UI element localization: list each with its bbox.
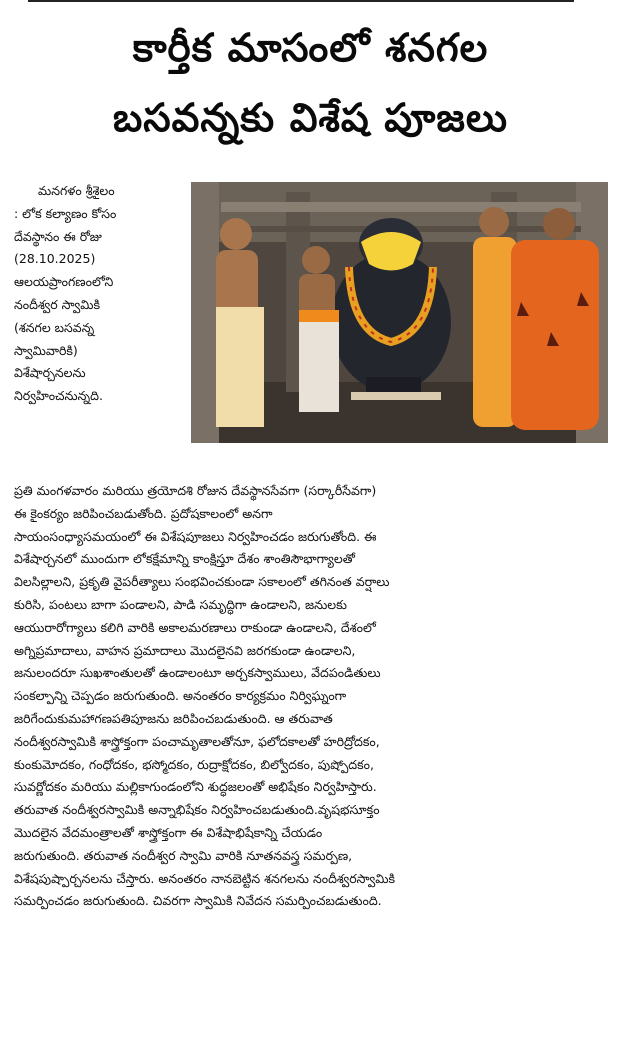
headline-line-2: బసవన్నకు విశేష పూజలు — [112, 96, 509, 141]
body-line: ఈ కైంకర్యం జరిపించబడుతోంది. ప్రదోషకాలంలో అనగా — [14, 505, 273, 521]
lead-line: (శనగల బసవన్న — [14, 319, 95, 335]
headline-line-1: కార్తీక మాసంలో శనగల — [132, 26, 489, 71]
lead-line: దేవస్థానం ఈ రోజు — [14, 228, 102, 244]
temple-photo-illustration — [191, 182, 608, 443]
body-line: ప్రతి మంగళవారం మరియు త్రయోదశి రోజున దేవస్థానసేవగా (సర్కారీసేవగా) — [14, 483, 377, 498]
body-line: జనులందరూ సుఖశాంతులతో ఉండాలంటూ అర్చకస్వాములు, వేదపండితులు — [14, 665, 381, 681]
body-line: విశేషార్చనలో ముందుగా లోకక్షేమాన్ని కాంక్షిస్తూ దేశం శాంతిసౌభాగ్యాలతో — [14, 551, 355, 567]
body-line: మొదలైన వేదమంత్రాలతో శాస్త్రోక్తంగా ఈ విశేషాభిషేకాన్ని చేయడం — [14, 824, 323, 840]
body-line: సాయంసంధ్యాసమయంలో ఈ విశేషపూజలు నిర్వహించడం జరుగుతోంది. ఈ — [14, 528, 377, 544]
lead-line: విశేషార్చనలను — [14, 365, 86, 381]
body-line: సంకల్పాన్ని చెప్పడం జరుగుతుంది. అనంతరం కార్యక్రమం నిర్విఘ్నంగా — [14, 688, 347, 704]
body-line: ఆయురారోగ్యాలు కలిగి వారికి అకాలమరణాలు రాకుండా ఉండాలని, దేశంలో — [14, 619, 376, 635]
body-line: సమర్పించడం జరుగుతుంది. చివరగా స్వామికి నివేదన సమర్పించబడుతుంది. — [14, 893, 382, 909]
body-line: తరువాత నందీశ్వరస్వామికి అన్నాభిషేకం నిర్వహించబడుతుంది.వృషభసూక్తం — [14, 802, 380, 818]
body-line: జరిగేందుకుమహాగణపతిపూజను జరిపించబడుతుంది. ఆ తరువాత — [14, 710, 333, 726]
top-rule — [28, 0, 574, 2]
body-line: విశేషపుష్పార్చనలను చేస్తారు. అనంతరం నానబెట్టిన శనగలను నందీశ్వరస్వామికి — [14, 870, 395, 886]
lead-line: నందీశ్వర స్వామికి — [14, 296, 100, 312]
body-line: నందీశ్వరస్వామికి శాస్త్రోక్తంగా పంచామృతాలతోనూ, ఫలోదకాలతో హరిద్రోదకం, — [14, 733, 380, 749]
temple-photo — [191, 182, 608, 443]
lead-line: మనగళం శ్రీశైలం — [38, 183, 115, 198]
body-line: అగ్నిప్రమాదాలు, వాహన ప్రమాదాలు మొదలైనవి జరగకుండా ఉండాలని, — [14, 642, 356, 658]
lead-line: నిర్వహించనున్నది. — [14, 388, 103, 404]
body-line: కురిసి, పంటలు బాగా పండాలని, పాడి సమృద్ధిగా ఉండాలని, జనులకు — [14, 596, 347, 612]
lead-line: స్వామివారికి) — [14, 342, 78, 358]
body-line: విలసిల్లాలని, ప్రకృతి వైపరీత్యాలు సంభవించకుండా సకాలంలో తగినంత వర్షాలు — [14, 574, 390, 590]
body-line: జరుగుతుంది. తరువాత నందీశ్వర స్వామి వారికి నూతనవస్త్ర సమర్పణ, — [14, 847, 353, 863]
lead-paragraph — [14, 180, 190, 408]
body-line: సువర్ణోదకం మరియు మల్లికాగుండంలోని శుద్ధజలంతో అభిషేకం నిర్వహిస్తారు. — [14, 779, 377, 795]
lead-line: : లోక కల్యాణం కోసం — [14, 205, 117, 221]
body-line: కుంకుమోదకం, గంధోదకం, భస్మోదకం, రుద్రాక్షోదకం, బిల్వోదకం, పుష్పోదకం, — [14, 756, 374, 772]
lead-line: ఆలయప్రాంగణంలోని — [14, 274, 114, 290]
article-headline — [0, 14, 621, 154]
article-body — [14, 480, 614, 913]
lead-line: (28.10.2025) — [14, 251, 96, 267]
